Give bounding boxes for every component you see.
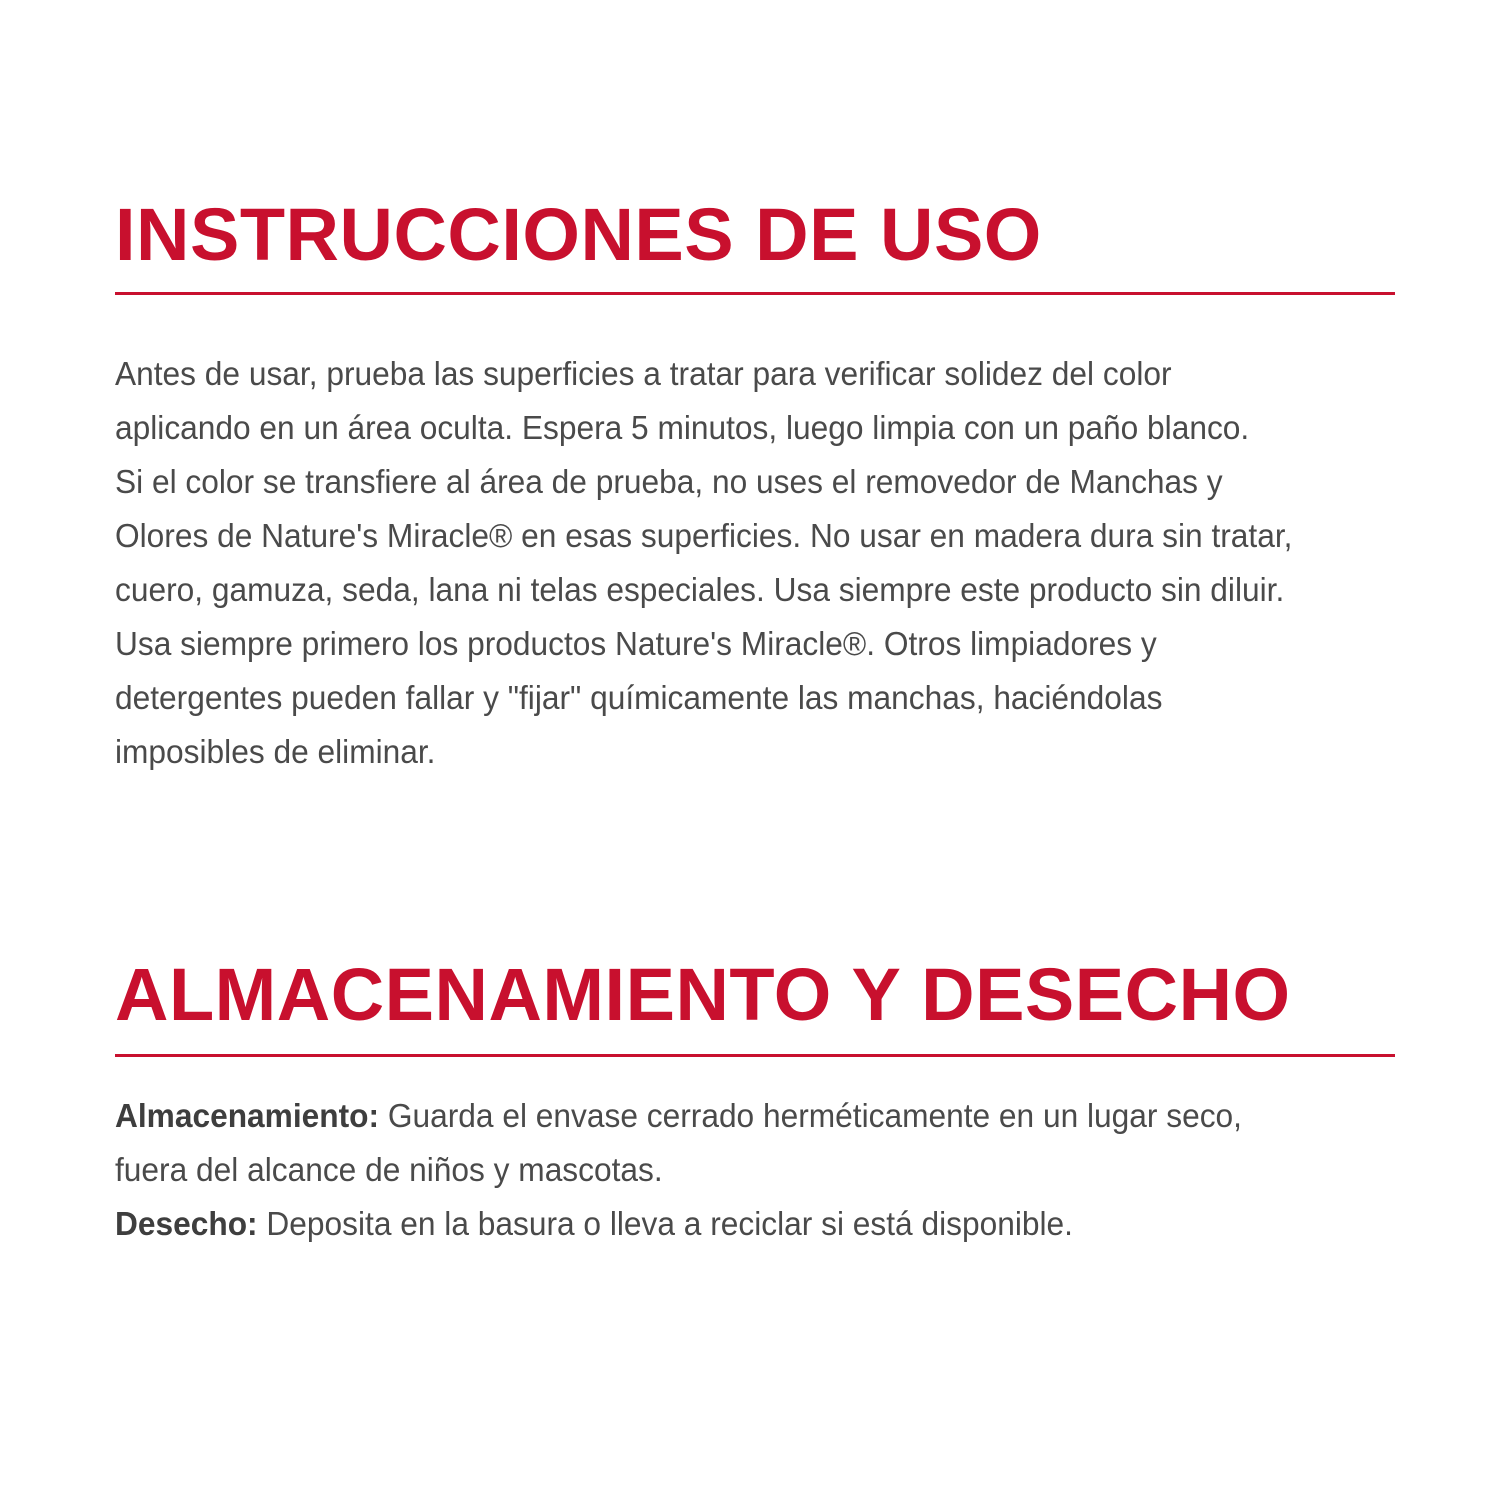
disposal-label: Desecho: — [115, 1205, 258, 1242]
instructions-heading: INSTRUCCIONES DE USO — [115, 193, 1042, 276]
disposal-line — [115, 1197, 1344, 1251]
storage-label: Almacenamiento: — [115, 1097, 380, 1134]
instructions-line: Olores de Nature's Miracle® en esas superficies. No usar en madera dura sin tratar, — [115, 517, 1293, 554]
instructions-line: Antes de usar, prueba las superficies a tratar para verificar solidez del color — [115, 355, 1172, 392]
instructions-paragraph — [115, 347, 1344, 779]
instructions-line: cuero, gamuza, seda, lana ni telas especiales. Usa siempre este producto sin diluir. — [115, 571, 1285, 608]
storage-line — [115, 1089, 1344, 1143]
disposal-text: Deposita en la basura o lleva a reciclar si está disponible. — [257, 1205, 1073, 1242]
instructions-line: detergentes pueden fallar y "fijar" químicamente las manchas, haciéndolas — [115, 679, 1163, 716]
storage-text: Guarda el envase cerrado herméticamente en un lugar seco, — [379, 1097, 1242, 1134]
instructions-line: aplicando en un área oculta. Espera 5 minutos, luego limpia con un paño blanco. — [115, 409, 1250, 446]
instructions-line: imposibles de eliminar. — [115, 733, 436, 770]
instructions-section — [115, 193, 1395, 779]
instructions-line: Usa siempre primero los productos Nature's Miracle®. Otros limpiadores y — [115, 625, 1157, 662]
storage-disposal-divider — [115, 1054, 1395, 1057]
storage-disposal-section — [115, 953, 1395, 1251]
storage-disposal-paragraph — [115, 1089, 1344, 1251]
storage-line-continued: fuera del alcance de niños y mascotas. — [115, 1151, 663, 1188]
storage-disposal-heading: ALMACENAMIENTO Y DESECHO — [115, 953, 1291, 1036]
instructions-divider — [115, 292, 1395, 295]
instructions-line: Si el color se transfiere al área de prueba, no uses el removedor de Manchas y — [115, 463, 1223, 500]
